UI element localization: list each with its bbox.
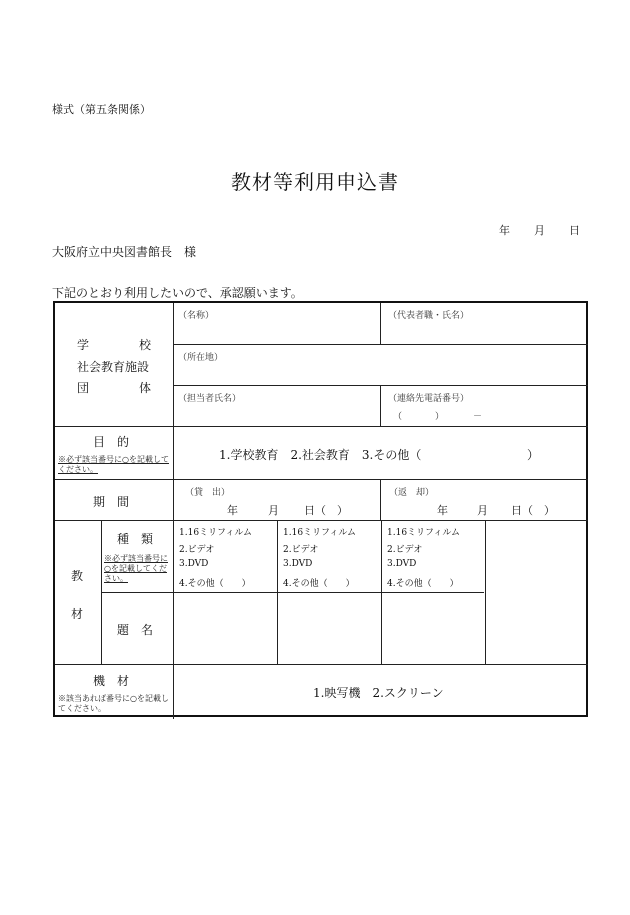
return-day-weekday: 日（ ） <box>511 504 555 517</box>
equipment-label: 機 材 <box>93 674 130 688</box>
kind-option-3-col3: 3.DVD <box>387 559 417 569</box>
kind-note: ※必ず該当番号に○を記載してください。 <box>104 554 168 583</box>
intro-text: 下記のとおり利用したいので、承認願います。 <box>52 286 303 300</box>
materials-label-top: 教 <box>71 569 84 583</box>
return-year: 年 <box>437 504 448 517</box>
label-school-1: 学 <box>77 338 90 352</box>
kind-option-2-col2: 2.ビデオ <box>283 545 319 555</box>
phone-paren-close: ） <box>435 412 445 422</box>
kind-option-4-col2: 4.その他（ ） <box>283 579 355 589</box>
phone-field-label: （連絡先電話番号） <box>388 394 470 404</box>
kind-option-2-col1: 2.ビデオ <box>179 545 215 555</box>
lend-day-weekday: 日（ ） <box>304 504 348 517</box>
phone-dash: － <box>473 412 483 422</box>
kind-option-1-col1: 1.16ミリフィルム <box>179 528 252 538</box>
row-divider <box>55 479 588 480</box>
purpose-options: 1.学校教育 2.社会教育 3.その他（ <box>219 448 422 462</box>
kind-option-3-col1: 3.DVD <box>179 559 209 569</box>
column-divider <box>380 303 381 344</box>
name-field-label: （名称） <box>178 311 215 321</box>
kind-option-4-col3: 4.その他（ ） <box>387 579 459 589</box>
kind-option-1-col2: 1.16ミリフィルム <box>283 528 356 538</box>
purpose-options-close: ） <box>527 448 540 462</box>
kind-label: 種 類 <box>117 532 154 546</box>
kind-option-4-col1: 4.その他（ ） <box>179 579 251 589</box>
column-divider <box>173 303 174 719</box>
kind-option-3-col2: 3.DVD <box>283 559 313 569</box>
column-divider <box>101 520 102 664</box>
form-number-label: 様式（第五条関係） <box>52 103 151 116</box>
return-month: 月 <box>477 504 488 517</box>
representative-field-label: （代表者職・氏名） <box>388 311 470 321</box>
label-school-2: 校 <box>139 338 152 352</box>
period-label: 期 間 <box>93 495 130 509</box>
lend-year: 年 <box>227 504 238 517</box>
row-divider <box>55 664 588 665</box>
column-divider <box>380 479 381 520</box>
kind-option-1-col3: 1.16ミリフィルム <box>387 528 460 538</box>
recipient-line: 大阪府立中央図書館長 様 <box>52 245 197 259</box>
row-divider <box>173 344 588 345</box>
equipment-note: ※該当あれば番号に○を記載してください。 <box>58 694 169 713</box>
label-group-1: 団 <box>77 381 90 395</box>
purpose-note: ※必ず該当番号に○を記載してください。 <box>58 455 169 474</box>
column-divider <box>380 385 381 426</box>
return-label: （返 却） <box>389 488 435 498</box>
contact-person-field-label: （担当者氏名） <box>178 394 242 404</box>
lend-label: （貸 出） <box>185 488 231 498</box>
application-form-table <box>53 301 588 717</box>
phone-paren-open: （ <box>393 412 403 422</box>
address-field-label: （所在地） <box>178 353 224 363</box>
row-divider <box>101 592 484 593</box>
date-year-label: 年 <box>499 224 510 237</box>
equipment-options: 1.映写機 2.スクリーン <box>313 686 444 700</box>
title-label: 題 名 <box>117 623 154 637</box>
materials-label-bottom: 材 <box>71 607 84 621</box>
column-divider <box>277 520 278 664</box>
label-group-2: 体 <box>139 381 152 395</box>
row-divider <box>55 426 588 427</box>
form-title: 教材等利用申込書 <box>231 170 399 194</box>
row-divider <box>55 520 588 521</box>
lend-month: 月 <box>268 504 279 517</box>
purpose-label: 目 的 <box>93 435 130 449</box>
date-day-label: 日 <box>569 224 580 237</box>
column-divider <box>381 520 382 664</box>
label-facility: 社会教育施設 <box>77 360 150 374</box>
date-month-label: 月 <box>534 224 545 237</box>
column-divider <box>485 520 486 664</box>
kind-option-2-col3: 2.ビデオ <box>387 545 423 555</box>
